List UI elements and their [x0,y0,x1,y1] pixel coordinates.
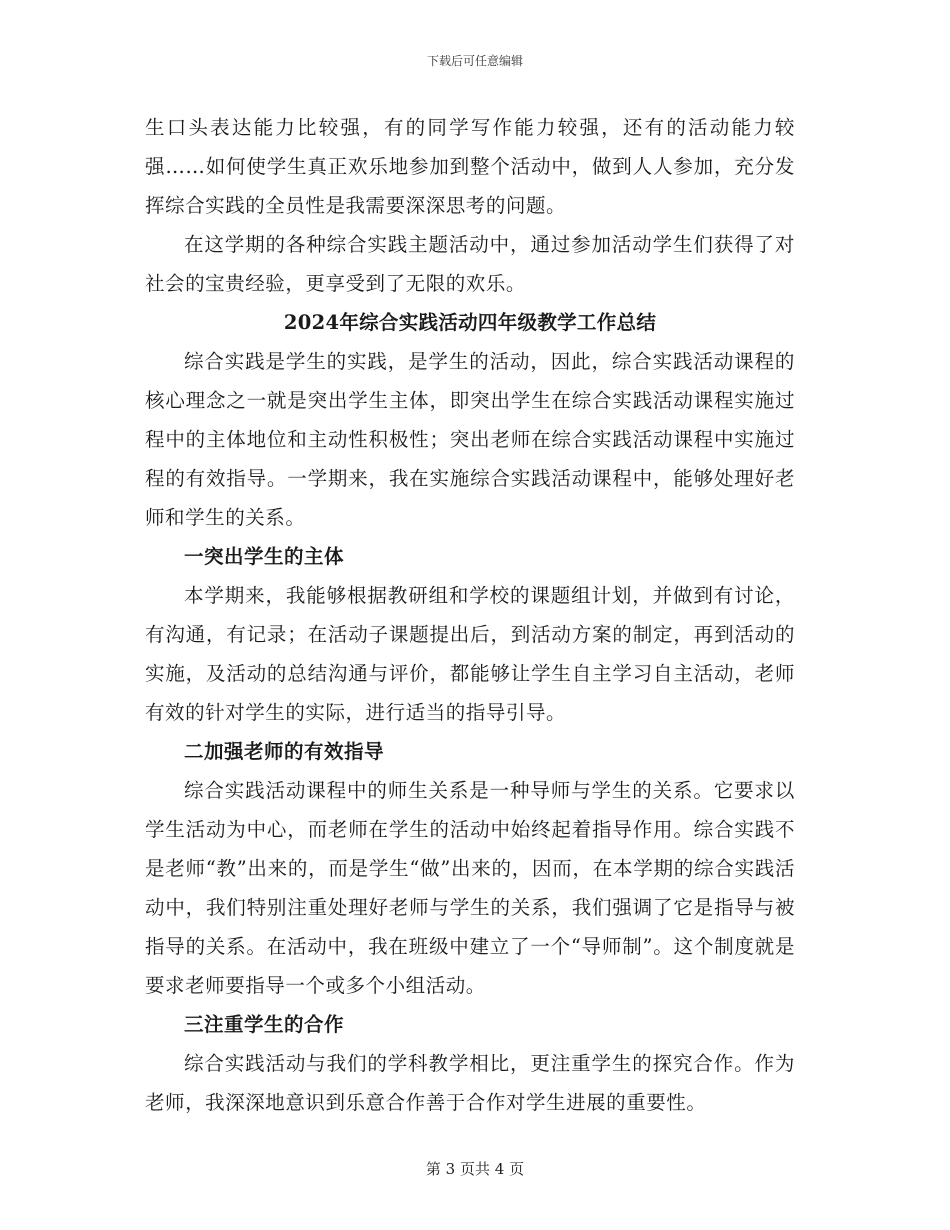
section-heading-3: 三注重学生的合作 [184,1013,345,1036]
paragraph-section-2: 综合实践活动课程中的师生关系是一种导师与学生的关系。它要求以学生活动为中心，而老师在学生的活动中始终起着指导作用。综合实践不是老师“教”出来的，而是学生“做”出来的，因而，在本学期的综合实践活动中，我们特别注重处理好老师与学生的关系，我们强调了它是指导与被指导的关系。在活动中，我在班级中建立了一个“导师制”。这个制度就是要求老师要指导一个或多个小组活动。 [145,779,795,997]
page-number-footer: 第 3 页共 4 页 [425,1160,525,1178]
paragraph-section-1: 本学期来，我能够根据教研组和学校的课题组计划，并做到有讨论，有沟通，有记录；在活动子课题提出后，到活动方案的制定，再到活动的实施，及活动的总结沟通与评价，都能够让学生自主学习自主活动，老师有效的针对学生的实际，进行适当的指导引导。 [145,584,795,724]
page-header: 下载后可任意编辑 [426,54,523,68]
paragraph-intro: 综合实践是学生的实践，是学生的活动，因此，综合实践活动课程的核心理念之一就是突出学生主体，即突出学生在综合实践活动课程实施过程中的主体地位和主动性积极性；突出老师在综合实践活动课程中实施过程的有效指导。一学期来，我在实施综合实践活动课程中，能够处理好老师和学生的关系。 [145,350,795,529]
paragraph-summary: 在这学期的各种综合实践主题活动中，通过参加活动学生们获得了对社会的宝贵经验，更享受到了无限的欢乐。 [145,233,795,295]
document-title: 2024年综合实践活动四年级教学工作总结 [283,311,657,334]
paragraph-continued: 生口头表达能力比较强，有的同学写作能力较强，还有的活动能力较强……如何使学生真正欢乐地参加到整个活动中，做到人人参加，充分发挥综合实践的全员性是我需要深深思考的问题。 [145,116,795,217]
document-body [145,108,795,1122]
paragraph-section-3: 综合实践活动与我们的学科教学相比，更注重学生的探究合作。作为老师，我深深地意识到乐意合作善于合作对学生进展的重要性。 [145,1052,795,1114]
section-heading-1: 一突出学生的主体 [184,545,345,568]
section-heading-2: 二加强老师的有效指导 [184,740,385,763]
